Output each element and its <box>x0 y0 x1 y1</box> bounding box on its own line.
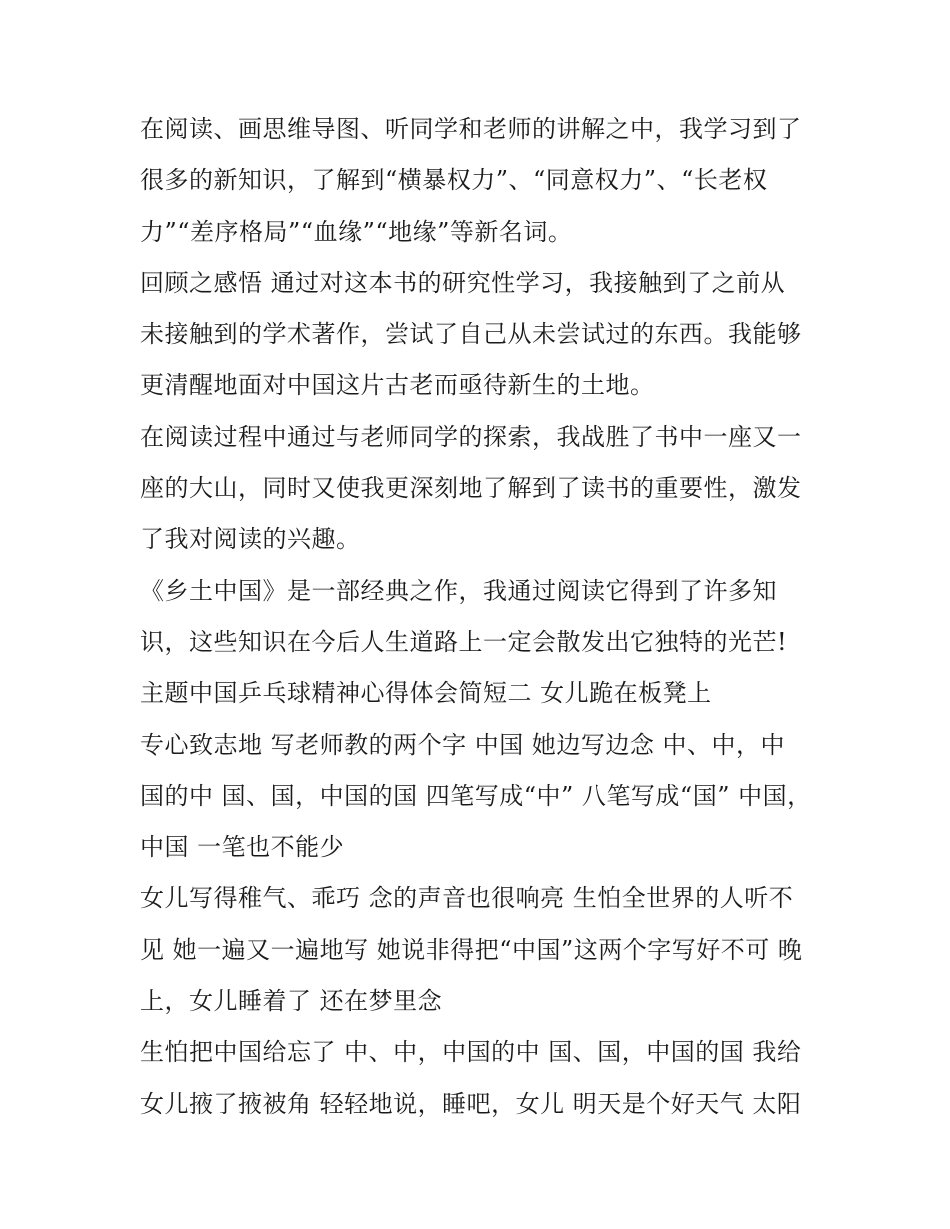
text-line: 见 她一遍又一遍地写 她说非得把“中国”这两个字写好不可 晚 <box>140 935 803 964</box>
text-line: 《乡土中国》是一部经典之作，我通过阅读它得到了许多知 <box>140 576 777 605</box>
document-body <box>140 104 820 1130</box>
text-line: 专心致志地 写老师教的两个字 中国 她边写边念 中、中，中 <box>140 730 786 759</box>
text-line: 回顾之感悟 通过对这本书的研究性学习，我接触到了之前从 <box>140 268 786 297</box>
text-line: 中国 一笔也不能少 <box>140 833 345 862</box>
text-line: 识，这些知识在今后人生道路上一定会散发出它独特的光芒! <box>140 627 788 656</box>
text-line: 很多的新知识，了解到“横暴权力”、“同意权力”、“长老权 <box>140 166 768 195</box>
text-line: 未接触到的学术著作，尝试了自己从未尝试过的东西。我能够 <box>140 320 802 349</box>
text-line: 在阅读过程中通过与老师同学的探索，我战胜了书中一座又一 <box>140 422 802 451</box>
text-line: 座的大山，同时又使我更深刻地了解到了读书的重要性，激发 <box>140 474 802 503</box>
text-line: 了我对阅读的兴趣。 <box>140 525 361 554</box>
text-line: 主题中国乒乓球精神心得体会简短二 女儿跪在板凳上 <box>140 679 712 708</box>
text-line: 力”“差序格局”“血缘”“地缘”等新名词。 <box>140 217 573 246</box>
text-line: 女儿掖了掖被角 轻轻地说，睡吧，女儿 明天是个好天气 太阳 <box>140 1089 802 1118</box>
text-line: 更清醒地面对中国这片古老而亟待新生的土地。 <box>140 371 655 400</box>
text-line: 生怕把中国给忘了 中、中，中国的中 国、国，中国的国 我给 <box>140 1038 802 1067</box>
text-line: 国的中 国、国，中国的国 四笔写成“中” 八笔写成“国” 中国， <box>140 781 812 810</box>
text-line: 女儿写得稚气、乖巧 念的声音也很响亮 生怕全世界的人听不 <box>140 884 794 913</box>
text-line: 上，女儿睡着了 还在梦里念 <box>140 987 443 1016</box>
text-line: 在阅读、画思维导图、听同学和老师的讲解之中，我学习到了 <box>140 115 802 143</box>
